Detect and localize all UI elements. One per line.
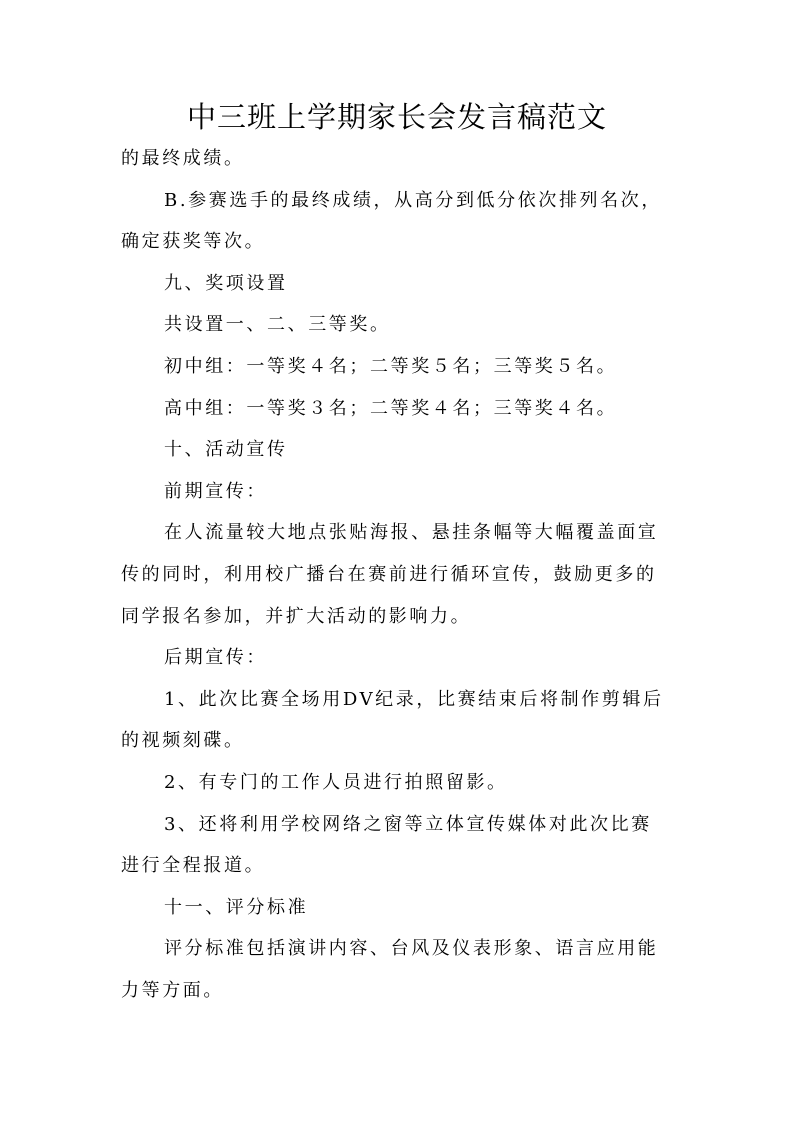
document-body <box>121 138 681 1011</box>
text-line: 共设置一、二、三等奖。 <box>164 314 391 336</box>
subheading: 前期宣传： <box>164 480 267 502</box>
section-heading: 九、奖项设置 <box>164 272 288 294</box>
subheading: 后期宣传： <box>164 647 267 669</box>
text-line: 2、有专门的工作人员进行拍照留影。 <box>164 771 508 793</box>
text-line: 的视频刻碟。 <box>121 730 245 752</box>
text-line: 传的同时，利用校广播台在赛前进行循环宣传，鼓励更多的 <box>121 563 657 585</box>
text-line: 确定获奖等次。 <box>121 231 266 253</box>
section-heading: 十一、评分标准 <box>164 896 309 918</box>
text-line: 同学报名参加，并扩大活动的影响力。 <box>121 605 472 627</box>
section-heading: 十、活动宣传 <box>164 439 288 461</box>
text-line: 的最终成绩。 <box>121 148 245 169</box>
page-title: 中三班上学期家长会发言稿范文 <box>186 100 607 134</box>
text-line: 在人流量较大地点张贴海报、悬挂条幅等大幅覆盖面宣 <box>164 522 659 544</box>
text-line: 进行全程报道。 <box>121 855 266 877</box>
text-line: B.参赛选手的最终成绩，从高分到低分依次排列名次， <box>164 189 662 211</box>
text-line: 初中组：一等奖４名；二等奖５名；三等奖５名。 <box>164 355 618 377</box>
text-line: 3、还将利用学校网络之窗等立体宣传媒体对此次比赛 <box>164 813 652 835</box>
text-line: 评分标准包括演讲内容、台风及仪表形象、语言应用能 <box>164 938 659 960</box>
text-line: 力等方面。 <box>121 979 224 1001</box>
text-line: 高中组：一等奖３名；二等奖４名；三等奖４名。 <box>164 397 618 419</box>
text-line: 1、此次比赛全场用DV纪录，比赛结束后将制作剪辑后 <box>164 688 664 710</box>
